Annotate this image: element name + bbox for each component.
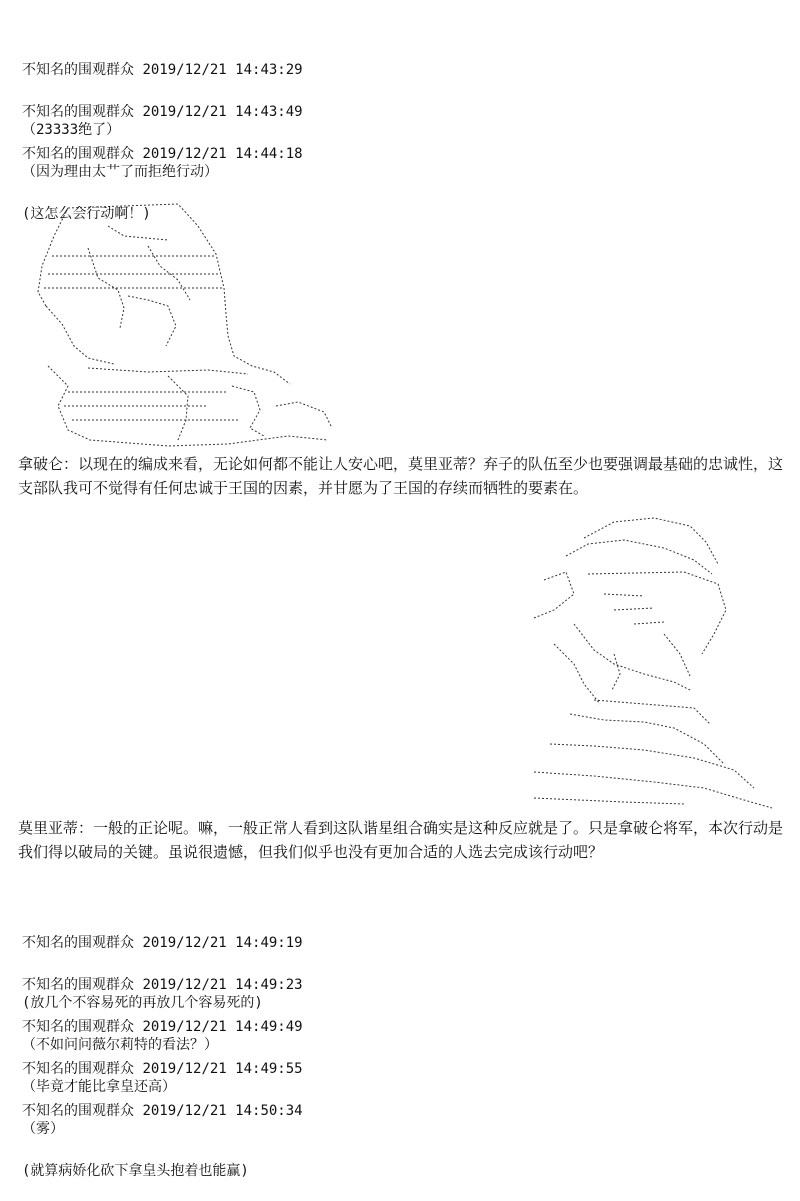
comment-user: 不知名的围观群众 [22,1061,134,1077]
comment-item [22,1061,303,1201]
comment-text: (放几个不容易死的再放几个容易死的) [22,995,263,1011]
comment-user: 不知名的围观群众 [22,1103,134,1119]
comment-user: 不知名的围观群众 [22,104,134,120]
comment-text: （雾） [22,1121,64,1137]
comment-text: （23333绝了） [22,122,121,138]
dialogue-napoleon: 拿破仑：以现在的编成来看，无论如何都不能让人安心吧，莫里亚蒂？弃子的队伍至少也要强调最基础的忠诚性，这支部队我可不觉得有任何忠诚于王国的因素，并甘愿为了王国的存续而牺牲的要素在。 [18,455,784,497]
comment-user: 不知名的围观群众 [22,935,134,951]
comment-timestamp: 2019/12/21 14:49:55 [142,1061,303,1077]
dialogue-moriarty: 莫里亚蒂：一般的正论呢。嘛，一般正常人看到这队谐星组合确实是这种反应就是了。只是拿破仑将军，本次行动是我们得以破局的关键。虽说很遗憾，但我们似乎也没有更加合适的人选去完成该行动吧？ [18,819,784,861]
comment-user: 不知名的围观群众 [22,62,134,78]
comment-text: （因为理由太艹了而拒绝行动） [22,164,218,180]
comment-timestamp: 2019/12/21 14:43:29 [142,62,303,78]
comment-timestamp: 2019/12/21 14:49:23 [142,977,303,993]
comment-text: （毕竟才能比拿皇还高） [22,1079,176,1095]
comment-user: 不知名的围观群众 [22,1019,134,1035]
comment-timestamp: 2019/12/21 14:44:18 [142,146,303,162]
comment-timestamp: 2019/12/21 14:43:49 [142,104,303,120]
ascii-art-moriarty [514,514,776,814]
comment-text: （不如问问薇尔莉特的看法？） [22,1037,218,1053]
ascii-art-napoleon [28,196,338,454]
comment-text: (这怎么会行动啊！) [22,206,151,222]
comment-user: 不知名的围观群众 [22,146,134,162]
comment-user: 不知名的围观群众 [22,977,134,993]
comment-timestamp: 2019/12/21 14:50:34 [142,1103,303,1119]
comment-timestamp: 2019/12/21 14:49:19 [142,935,303,951]
comment-text: (就算病娇化砍下拿皇头抱着也能赢) [22,1163,249,1179]
comment-timestamp: 2019/12/21 14:49:49 [142,1019,303,1035]
